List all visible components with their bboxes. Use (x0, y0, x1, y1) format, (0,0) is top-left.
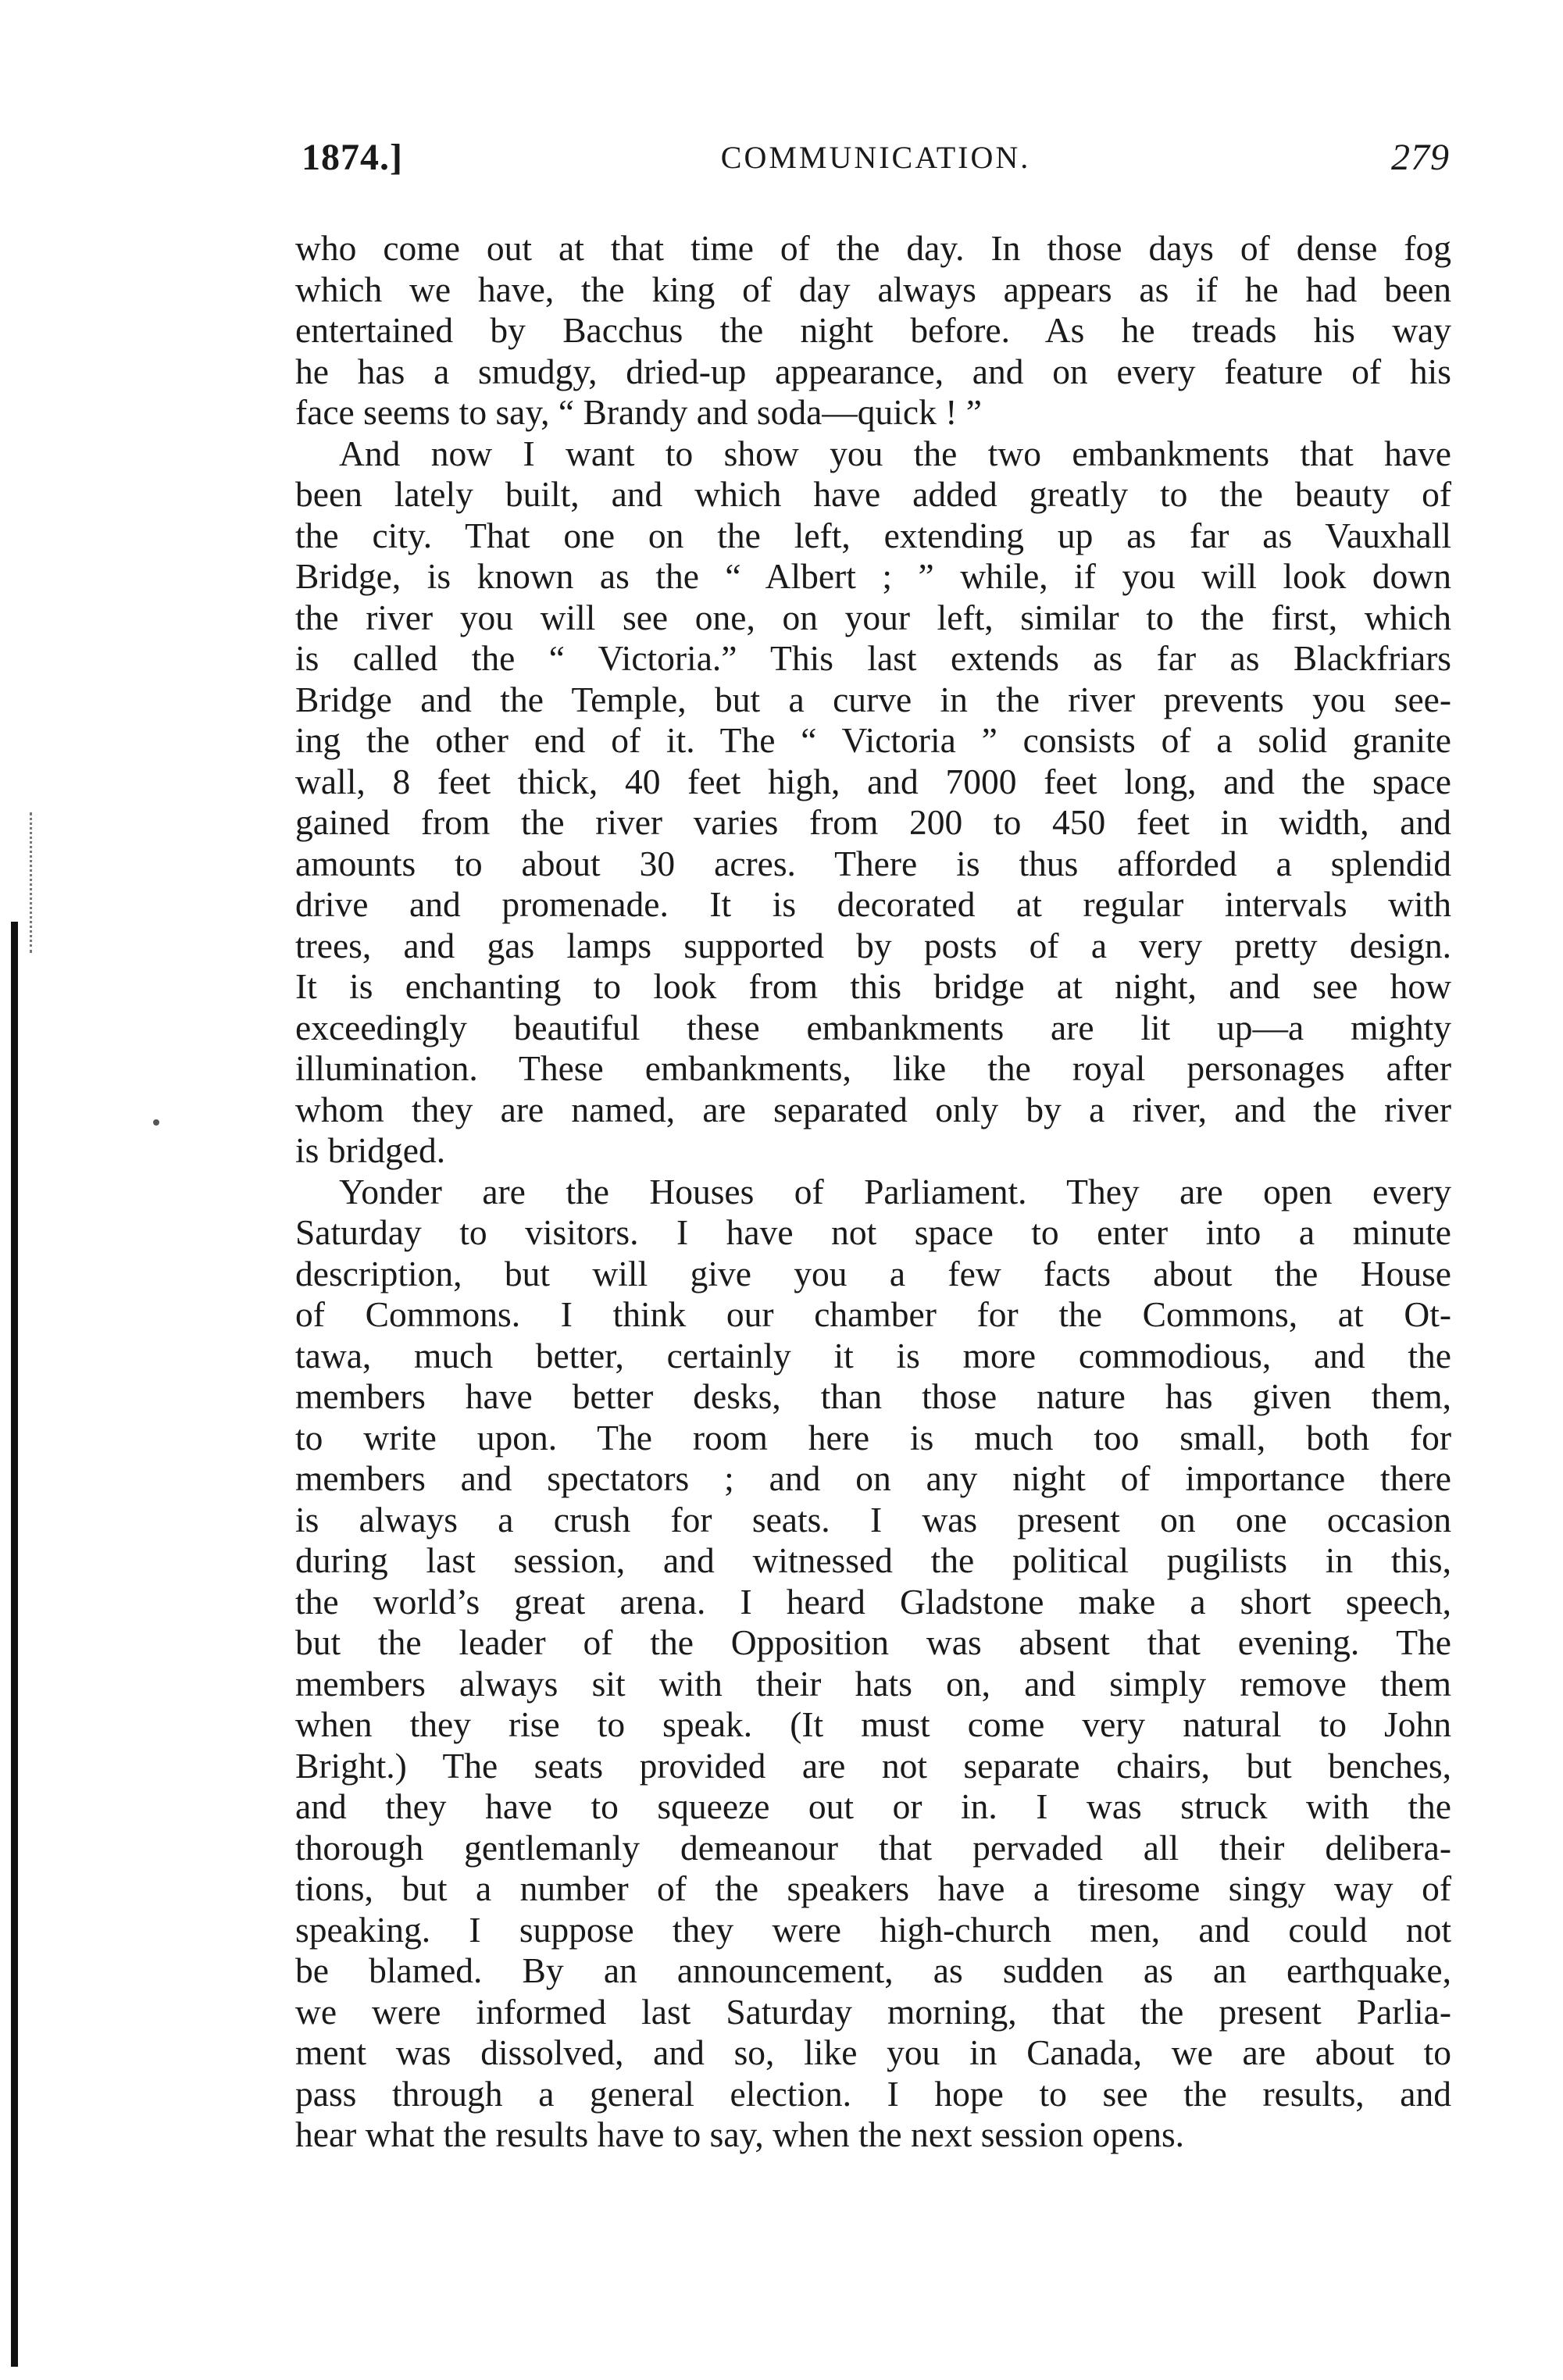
page-number: 279 (1391, 137, 1450, 178)
text-line: during last session, and witnessed the political pugilists in this, (295, 1540, 1451, 1580)
text-line: ing the other end of it. The “ Victoria ” consists of a solid granite (295, 720, 1451, 760)
text-line: gained from the river varies from 200 to 450 feet in width, and (295, 802, 1451, 842)
text-line: the river you will see one, on your left, similar to the first, which (295, 597, 1451, 637)
text-line: entertained by Bacchus the night before. As he treads his way (295, 310, 1451, 350)
running-header (302, 136, 1450, 191)
text-line: ment was dissolved, and so, like you in Canada, we are about to (295, 2032, 1451, 2072)
text-line: drive and promenade. It is decorated at regular intervals with (295, 884, 1451, 924)
text-line: exceedingly beautiful these embankments are lit up—a mighty (295, 1007, 1451, 1047)
text-line: is always a crush for seats. I was present on one occasion (295, 1499, 1451, 1540)
text-line: the city. That one on the left, extending up as far as Vauxhall (295, 515, 1451, 555)
text-line-paragraph-start: Yonder are the Houses of Parliament. They are open every (339, 1171, 1451, 1211)
text-line: been lately built, and which have added greatly to the beauty of (295, 474, 1451, 514)
text-line-paragraph-start: And now I want to show you the two embankments that have (339, 433, 1451, 473)
text-line: Bridge and the Temple, but a curve in the river prevents you see- (295, 679, 1451, 719)
text-line: It is enchanting to look from this bridge at night, and see how (295, 966, 1451, 1006)
text-line: we were informed last Saturday morning, that the present Parlia- (295, 1991, 1451, 2032)
article-body (295, 228, 1451, 2156)
text-line: Bright.) The seats provided are not separate chairs, but benches, (295, 1745, 1451, 1786)
text-line: hear what the results have to say, when the next session opens. (295, 2114, 1185, 2154)
text-line: thorough gentlemanly demeanour that pervaded all their delibera- (295, 1827, 1451, 1868)
page-binding-edge (11, 922, 18, 2367)
binding-stitch-marks (30, 812, 35, 953)
text-line: face seems to say, “ Brandy and soda—quick ! ” (295, 392, 982, 432)
text-line: members always sit with their hats on, and simply remove them (295, 1663, 1451, 1704)
text-line: pass through a general election. I hope to see the results, and (295, 2073, 1451, 2114)
text-line: members and spectators ; and on any night of importance there (295, 1458, 1451, 1498)
text-line: trees, and gas lamps supported by posts of a very pretty design. (295, 925, 1451, 965)
text-line: illumination. These embankments, like the royal personages after (295, 1048, 1451, 1088)
text-line: whom they are named, are separated only by a river, and the river (295, 1089, 1451, 1129)
text-line: he has a smudgy, dried-up appearance, and on every feature of his (295, 351, 1451, 391)
text-line: Saturday to visitors. I have not space to enter into a minute (295, 1212, 1451, 1252)
margin-speck (153, 1119, 159, 1126)
text-line: wall, 8 feet thick, 40 feet high, and 7000 feet long, and the space (295, 761, 1451, 801)
text-line: is called the “ Victoria.” This last extends as far as Blackfriars (295, 638, 1451, 678)
text-line: speaking. I suppose they were high-church men, and could not (295, 1909, 1451, 1950)
text-line: Bridge, is known as the “ Albert ; ” while, if you will look down (295, 556, 1451, 596)
text-line: and they have to squeeze out or in. I was struck with the (295, 1786, 1451, 1826)
text-line: tawa, much better, certainly it is more commodious, and the (295, 1335, 1451, 1376)
text-line: be blamed. By an announcement, as sudden as an earthquake, (295, 1950, 1451, 1990)
header-title: COMMUNICATION. (720, 140, 1031, 175)
text-line: of Commons. I think our chamber for the Commons, at Ot- (295, 1294, 1451, 1334)
header-year: 1874.] (302, 137, 403, 178)
text-line: but the leader of the Opposition was absent that evening. The (295, 1622, 1451, 1662)
text-line: which we have, the king of day always appears as if he had been (295, 269, 1451, 309)
text-line: description, but will give you a few facts about the House (295, 1253, 1451, 1293)
text-line: to write upon. The room here is much too small, both for (295, 1417, 1451, 1458)
text-line: the world’s great arena. I heard Gladstone make a short speech, (295, 1581, 1451, 1622)
text-line: tions, but a number of the speakers have a tiresome singy way of (295, 1868, 1451, 1908)
text-line: members have better desks, than those nature has given them, (295, 1376, 1451, 1416)
text-line: amounts to about 30 acres. There is thus afforded a splendid (295, 843, 1451, 883)
text-line: when they rise to speak. (It must come very natural to John (295, 1704, 1451, 1744)
text-line: is bridged. (295, 1130, 446, 1170)
text-line: who come out at that time of the day. In those days of dense fog (295, 228, 1451, 268)
